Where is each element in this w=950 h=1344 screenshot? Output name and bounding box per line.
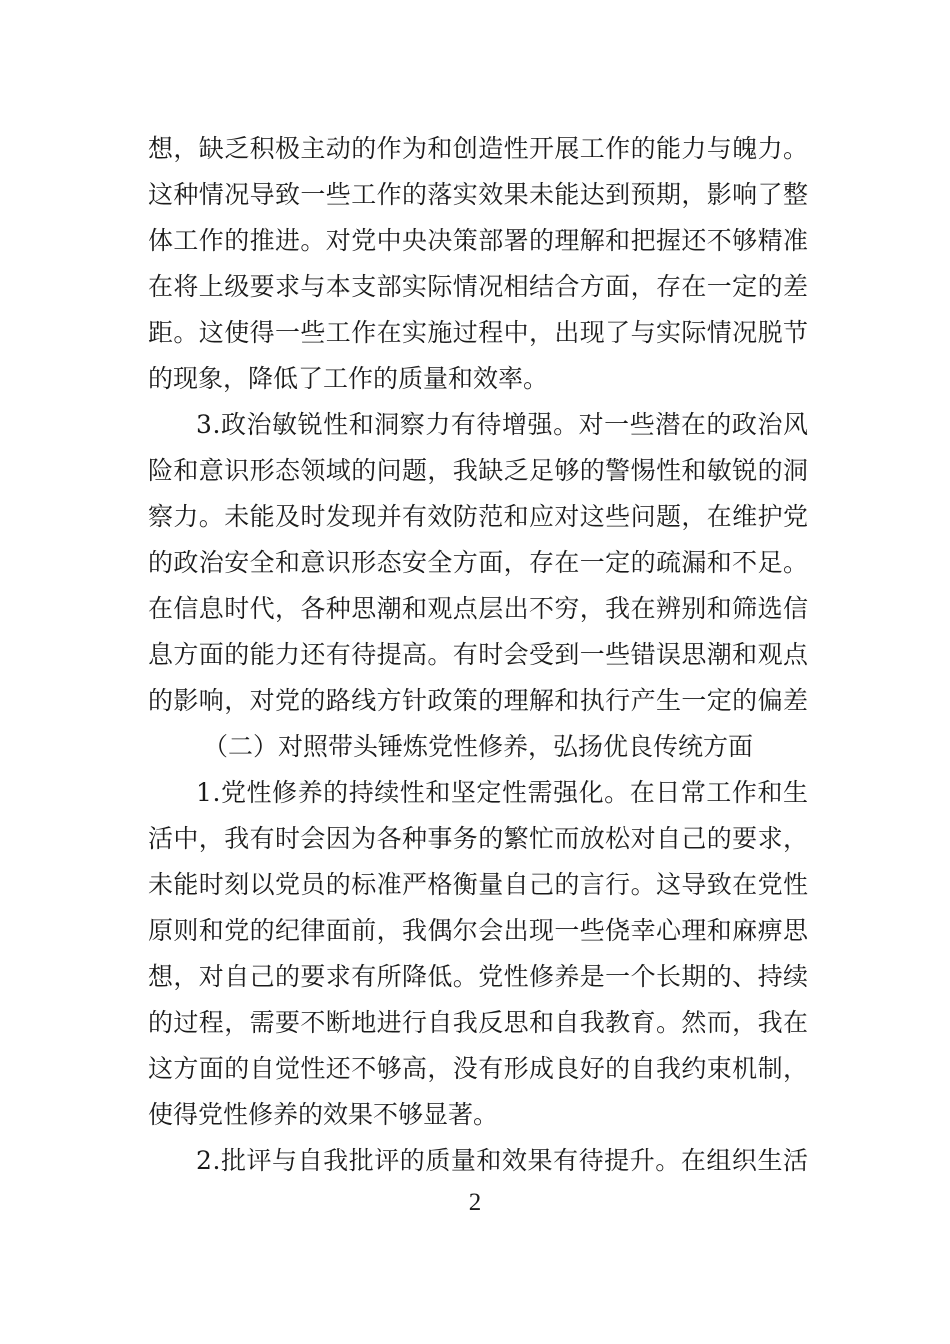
text-line: 息方面的能力还有待提高。有时会受到一些错误思潮和观点	[148, 640, 809, 669]
text-line: 在信息时代，各种思潮和观点层出不穷，我在辨别和筛选信	[148, 594, 809, 623]
text-line: 在将上级要求与本支部实际情况相结合方面，存在一定的差	[148, 272, 809, 301]
text-line: 险和意识形态领域的问题，我缺乏足够的警惕性和敏锐的洞	[148, 456, 809, 485]
body-text	[148, 126, 808, 1184]
text-line: 活中，我有时会因为各种事务的繁忙而放松对自己的要求，	[148, 824, 809, 853]
text-line: 2.批评与自我批评的质量和效果有待提升。在组织生活	[196, 1146, 809, 1175]
text-line: 这种情况导致一些工作的落实效果未能达到预期，影响了整	[148, 180, 809, 209]
text-line: 的影响，对党的路线方针政策的理解和执行产生一定的偏差	[148, 686, 809, 715]
text-line: 距。这使得一些工作在实施过程中，出现了与实际情况脱节	[148, 318, 809, 347]
section-heading: （二）对照带头锤炼党性修养，弘扬优良传统方面	[202, 732, 753, 761]
text-line: 这方面的自觉性还不够高，没有形成良好的自我约束机制，	[148, 1054, 809, 1083]
text-line: 原则和党的纪律面前，我偶尔会出现一些侥幸心理和麻痹思	[148, 916, 809, 945]
text-line: 的过程，需要不断地进行自我反思和自我教育。然而，我在	[148, 1008, 809, 1037]
text-line: 1.党性修养的持续性和坚定性需强化。在日常工作和生	[196, 778, 809, 807]
text-line: 3.政治敏锐性和洞察力有待增强。对一些潜在的政治风	[196, 410, 809, 439]
text-line: 的政治安全和意识形态安全方面，存在一定的疏漏和不足。	[148, 548, 809, 577]
text-line: 想，缺乏积极主动的作为和创造性开展工作的能力与魄力。	[148, 134, 809, 163]
page-number: 2	[468, 1189, 482, 1216]
text-line: 想，对自己的要求有所降低。党性修养是一个长期的、持续	[148, 962, 809, 991]
text-line: 的现象，降低了工作的质量和效率。	[148, 364, 549, 393]
text-line: 体工作的推进。对党中央决策部署的理解和把握还不够精准	[148, 226, 809, 255]
text-line: 未能时刻以党员的标准严格衡量自己的言行。这导致在党性	[148, 870, 809, 899]
text-line: 使得党性修养的效果不够显著。	[148, 1100, 499, 1129]
text-line: 察力。未能及时发现并有效防范和应对这些问题，在维护党	[148, 502, 809, 531]
